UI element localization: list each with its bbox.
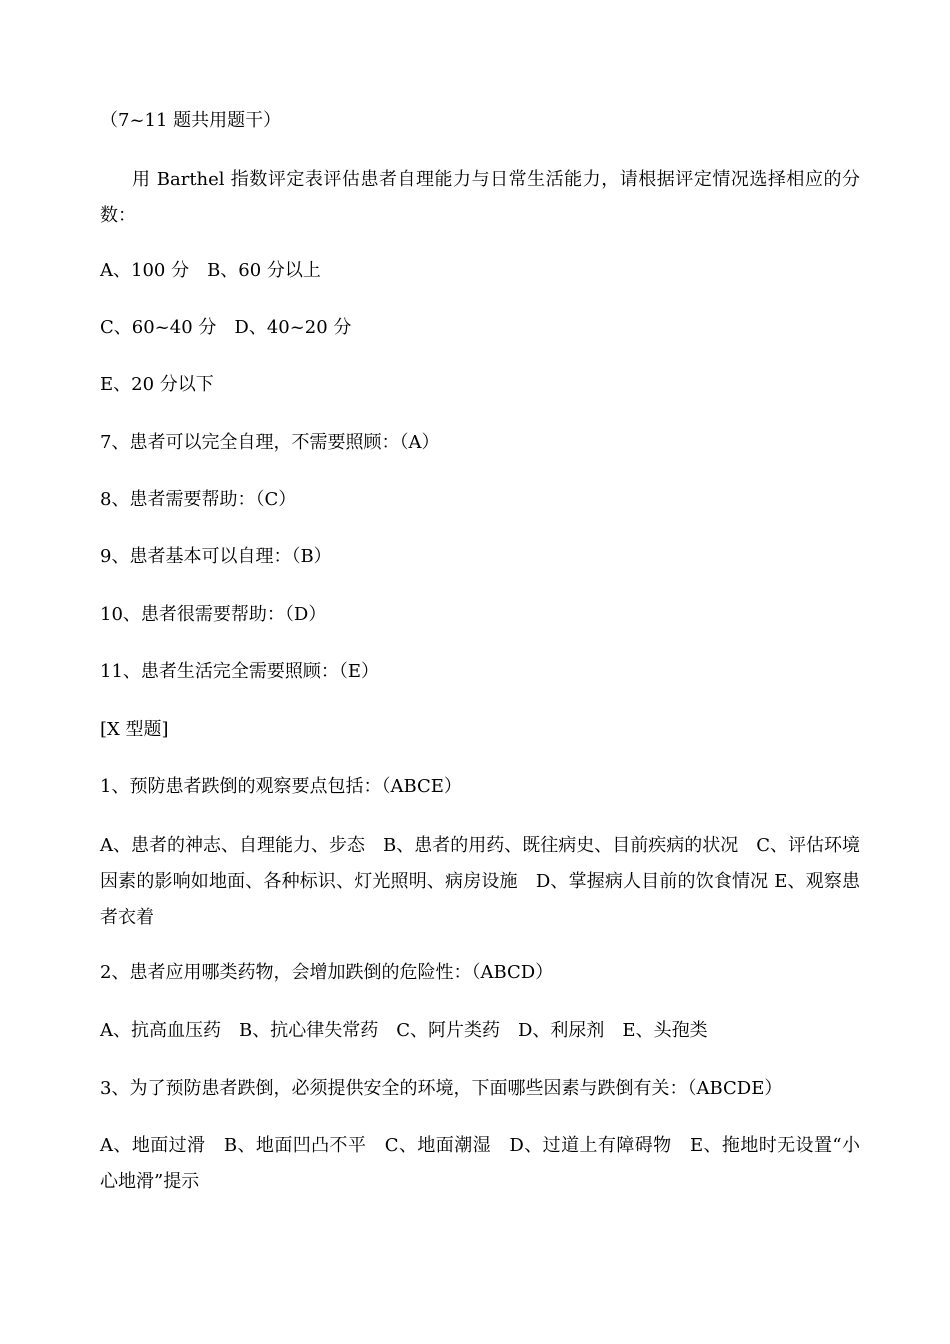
option-line-1: A、100 分 B、60 分以上	[100, 260, 321, 281]
x-question-1: 1、预防患者跌倒的观察要点包括：（ABCE）	[100, 776, 462, 797]
x-question-2: 2、患者应用哪类药物，会增加跌倒的危险性：（ABCD）	[100, 962, 554, 983]
section-label: [X 型题]	[100, 719, 169, 740]
x-question-2-options: A、抗高血压药 B、抗心律失常药 C、阿片类药 D、利尿剂 E、头孢类	[100, 1020, 708, 1041]
option-line-3: E、20 分以下	[100, 374, 214, 395]
x-question-3-options: A、地面过滑 B、地面凹凸不平 C、地面潮湿 D、过道上有障碍物 E、拖地时无设置“小心地滑”提示	[100, 1135, 860, 1192]
question-10: 10、患者很需要帮助：（D）	[100, 604, 327, 625]
option-line-2: C、60~40 分 D、40~20 分	[100, 317, 352, 338]
group-header: （7~11 题共用题干）	[100, 110, 282, 131]
question-stem: 用 Barthel 指数评定表评估患者自理能力与日常生活能力，请根据评定情况选择相应的分数：	[100, 169, 860, 226]
question-7: 7、患者可以完全自理，不需要照顾：（A）	[100, 432, 440, 453]
question-9: 9、患者基本可以自理：（B）	[100, 546, 332, 567]
x-question-3: 3、为了预防患者跌倒，必须提供安全的环境，下面哪些因素与跌倒有关：（ABCDE）	[100, 1078, 783, 1099]
question-8: 8、患者需要帮助：（C）	[100, 489, 297, 510]
question-11: 11、患者生活完全需要照顾：（E）	[100, 661, 380, 682]
x-question-1-options: A、患者的神志、自理能力、步态 B、患者的用药、既往病史、目前疾病的状况 C、评估环境因素的影响如地面、各种标识、灯光照明、病房设施 D、掌握病人目前的饮食情况 E、观察患者衣着	[100, 835, 860, 928]
